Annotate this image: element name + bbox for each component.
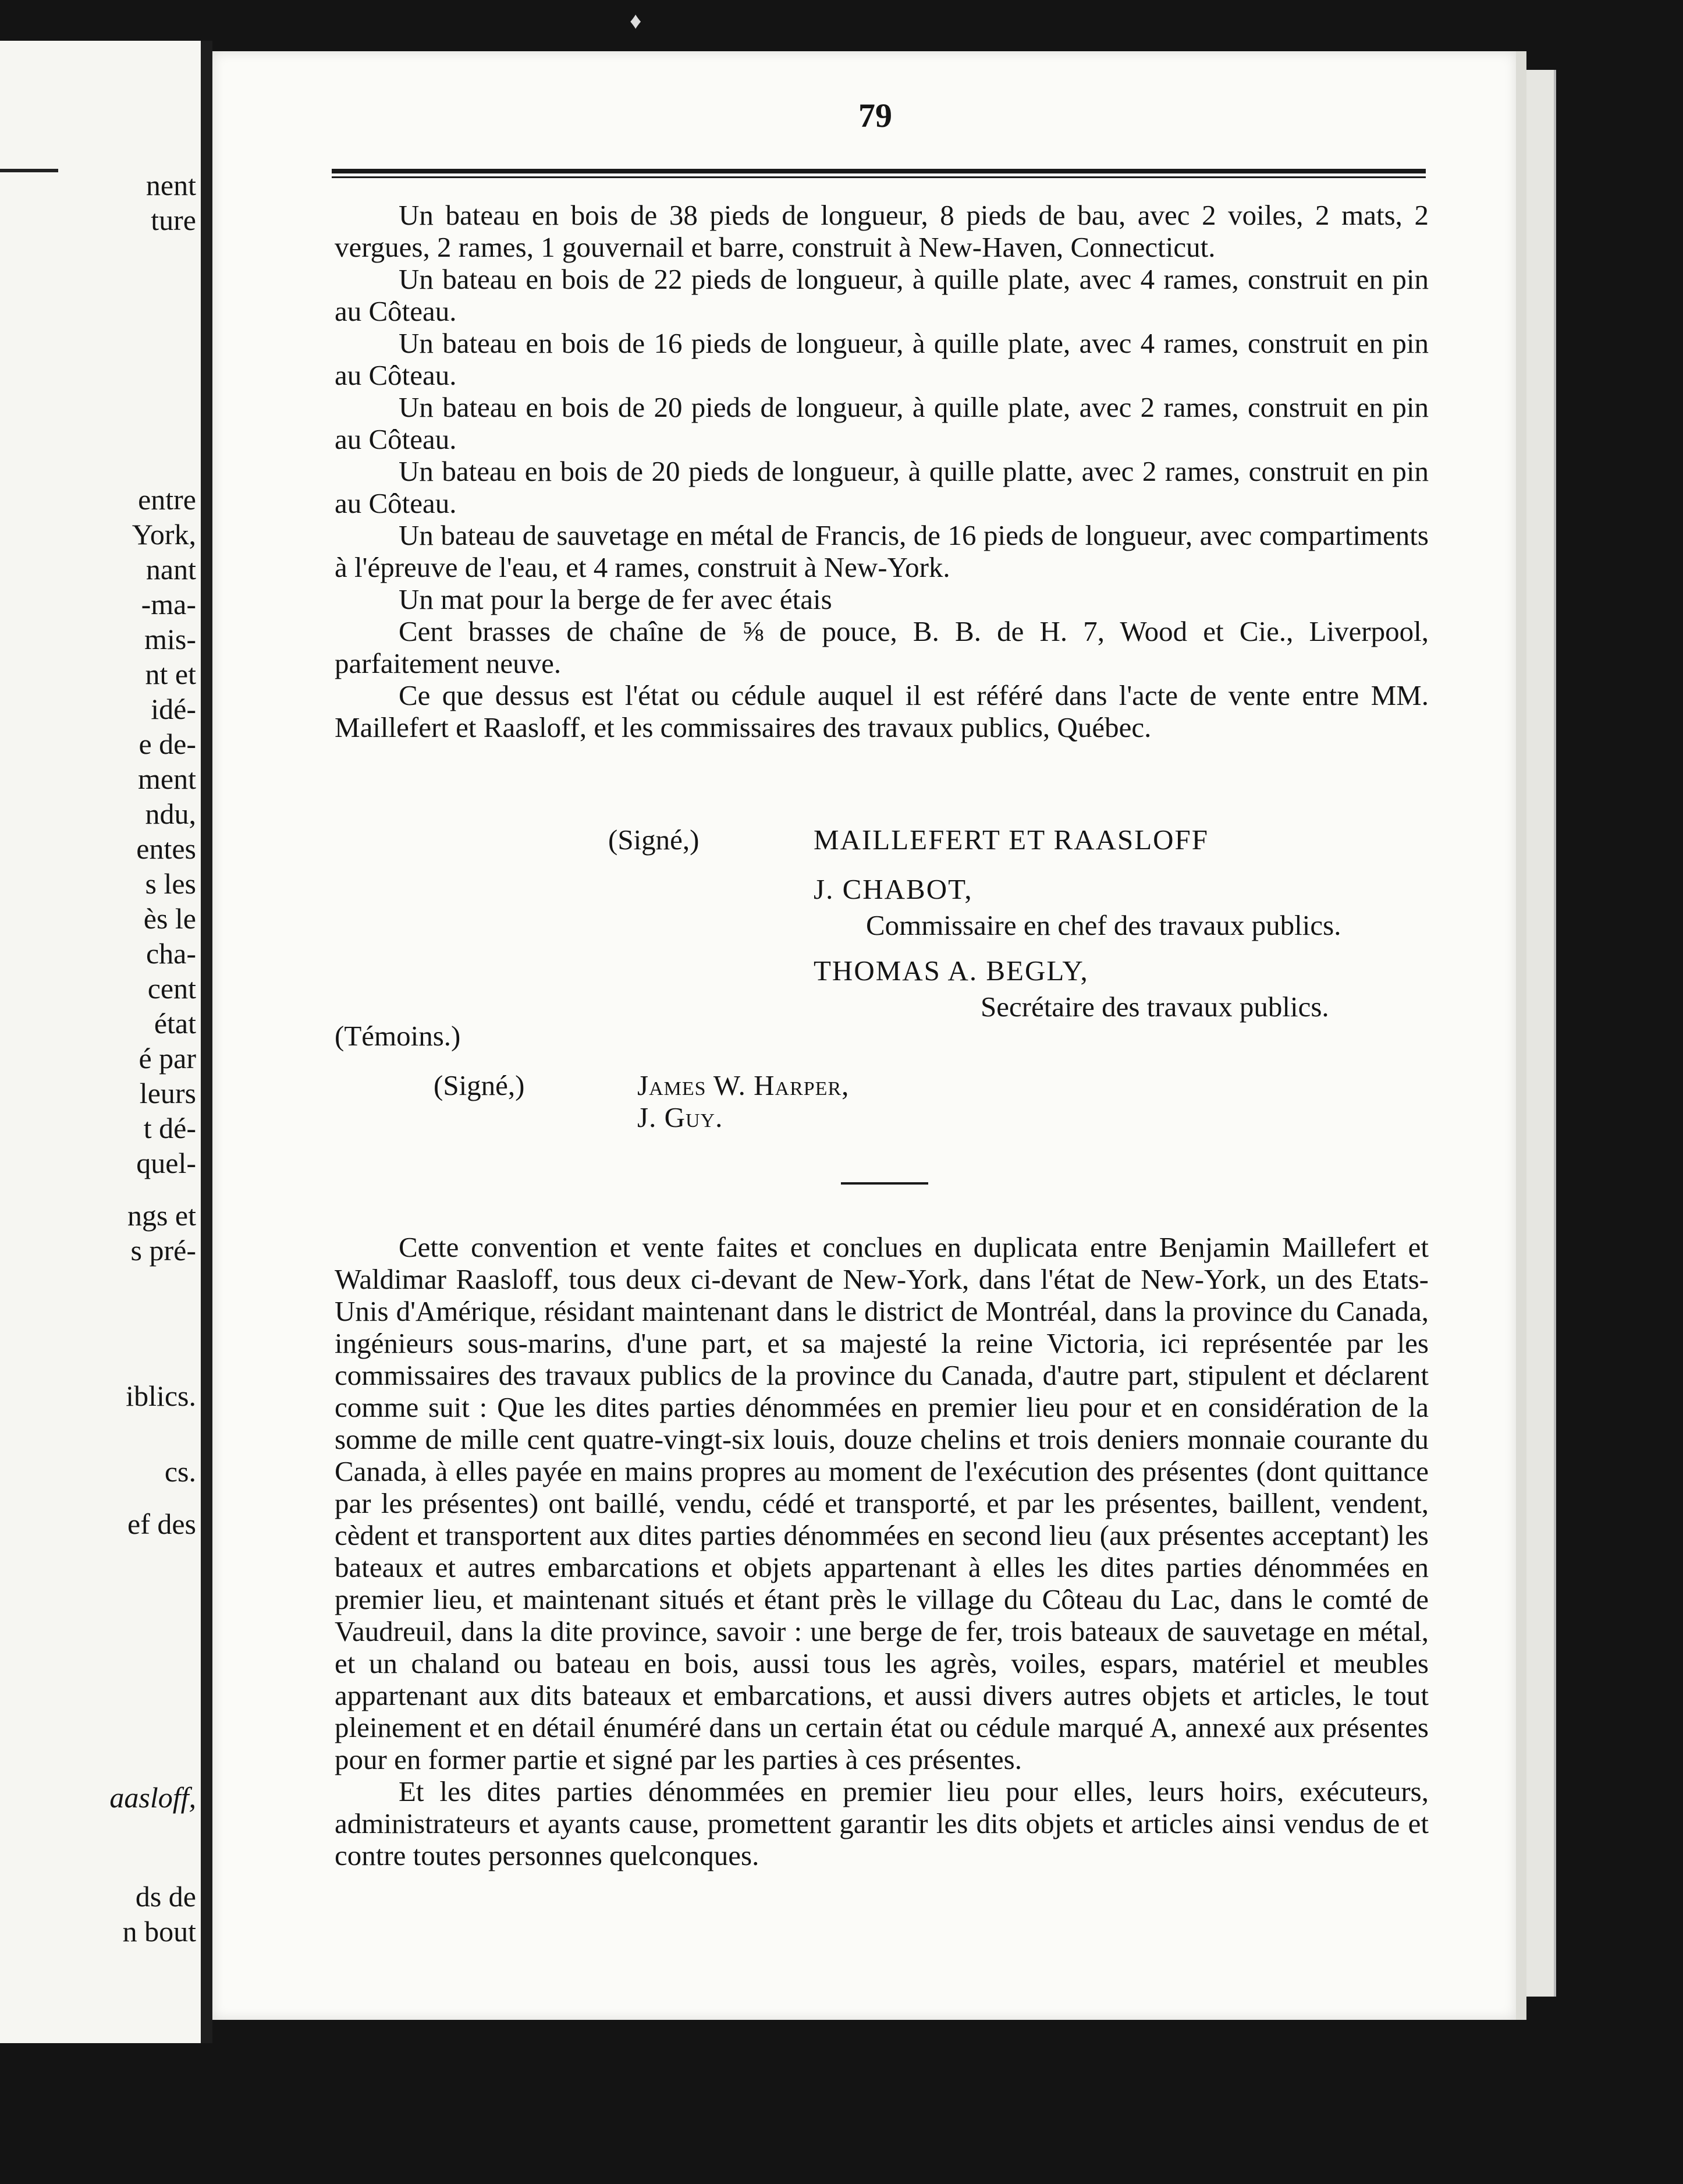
- convention-paragraph: Et les dites parties dénommées en premier lieu pour elles, leurs hoirs, exécuteurs, administrateurs et ayants cause, promettent garantir les dits objets et articles ainsi vendus de et contre toutes personnes quelconques.: [335, 1775, 1429, 1871]
- section-divider: [841, 1182, 928, 1185]
- witnesses-label: (Témoins.): [335, 1020, 461, 1052]
- left-page-line: -ma-: [141, 588, 196, 621]
- convention-paragraph: Cette convention et vente faites et conclues en duplicata entre Benjamin Maillefert et Waldimar Raasloff, tous deux ci-devant de New-York, dans l'état de New-York, un des Etats-Unis d'Amérique, résidant maintenant dans le district de Montréal, dans la province du Canada, ingénieurs sous-marins, d'une part, et sa majesté la reine Victoria, ici représentée par les commissaires des travaux publics de la province du Canada, d'autre part, stipulent et déclarent comme suit : Que les dites parties dénommées en premier lieu pour et en considération de la somme de mille cent quatre-vingt-six louis, douze chelins et trois deniers monnaie courante du Canada, à elles payée en mains propres au moment de l'exécution des présentes (dont quittance par les présentes) ont baillé, vendu, cédé et transporté, et par les présentes, baillent, vendent, cèdent et transportent aux dites parties dénommées en second lieu (aux présentes acceptant) les bateaux et autres embarcations et objets appartenant à elles les dites parties dénommées en premier lieu, et maintenant situés et étant près le village du Côteau du Lac, dans le comté de Vaudreuil, dans la dite province, savoir : une berge de fer, trois bateaux de sauvetage en métal, et un chaland ou bateau en bois, aussi tous les agrès, voiles, espars, matériel et meubles appartenant aux dits bateaux et embarcations, et aussi divers autres objets et articles, le tout pleinement et en détail énuméré dans un certain état ou cédule marqué A, annexé aux présentes pour en former partie et signé par les parties à ces présentes.: [335, 1231, 1429, 1775]
- inventory-item: Un bateau en bois de 16 pieds de longueur, à quille plate, avec 4 rames, construit en pin au Côteau.: [335, 327, 1429, 391]
- begly-title: Secrétaire des travaux publics.: [981, 991, 1329, 1023]
- left-page-line: leurs: [139, 1077, 196, 1109]
- left-page-line: ture: [151, 204, 196, 236]
- left-page-line: s pré-: [130, 1234, 196, 1267]
- left-page-line: aasloff,: [109, 1781, 196, 1814]
- left-page-line: ds de: [135, 1880, 196, 1913]
- left-page-line: cent: [147, 972, 196, 1005]
- left-page-line: nt et: [145, 658, 196, 690]
- begly-signature: THOMAS A. BEGLY,: [814, 955, 1089, 987]
- left-page-line: idé-: [151, 693, 196, 725]
- left-page-line: ment: [138, 763, 196, 795]
- left-page-line: e de-: [139, 728, 196, 760]
- left-page-line: entre: [138, 483, 196, 516]
- left-page-line: ndu,: [145, 797, 196, 830]
- left-page-line: ef des: [127, 1508, 196, 1540]
- left-facing-page: [0, 41, 207, 2043]
- chabot-signature: J. CHABOT,: [814, 873, 973, 905]
- left-page-line: t dé-: [143, 1112, 196, 1144]
- inventory-item: Un bateau en bois de 20 pieds de longueur, à quille platte, avec 2 rames, construit en pin au Côteau.: [335, 455, 1429, 519]
- inventory-list: [335, 199, 1429, 743]
- left-page-line: nent: [145, 169, 196, 201]
- inventory-item: Cent brasses de chaîne de ⅝ de pouce, B. B. de H. 7, Wood et Cie., Liverpool, parfaitement neuve.: [335, 615, 1429, 679]
- left-page-line: cha-: [145, 937, 196, 970]
- left-page-line: York,: [132, 518, 196, 551]
- left-page-line: quel-: [136, 1147, 196, 1179]
- inventory-item: Un bateau de sauvetage en métal de Francis, de 16 pieds de longueur, avec compartiments à l'épreuve de l'eau, et 4 rames, construit à New-York.: [335, 519, 1429, 583]
- left-page-line: ès le: [143, 902, 196, 935]
- header-rule: [332, 169, 1426, 178]
- left-page-line: iblics.: [126, 1380, 196, 1412]
- inventory-item: Un mat pour la berge de fer avec étais: [399, 583, 832, 615]
- inventory-item: Un bateau en bois de 38 pieds de longueur, 8 pieds de bau, avec 2 voiles, 2 mats, 2 vergues, 2 rames, 1 gouvernail et barre, construit à New-Haven, Connecticut.: [335, 199, 1429, 263]
- witnesses-signe-label: (Signé,): [434, 1069, 525, 1101]
- left-page-line: s les: [145, 867, 196, 900]
- convention-text: [335, 1231, 1429, 1871]
- left-page-line: mis-: [144, 623, 196, 655]
- inventory-item: Un bateau en bois de 22 pieds de longueur, à quille plate, avec 4 rames, construit en pin au Côteau.: [335, 263, 1429, 327]
- inventory-item: Un bateau en bois de 20 pieds de longueur, à quille plate, avec 2 rames, construit en pin au Côteau.: [335, 391, 1429, 455]
- left-page-line: état: [154, 1007, 196, 1040]
- left-page-line: entes: [136, 832, 196, 865]
- left-page-line: cs.: [164, 1455, 196, 1488]
- firm-signature: MAILLEFERT ET RAASLOFF: [814, 824, 1209, 856]
- book-gutter: [201, 41, 212, 2043]
- signe-label: (Signé,): [608, 824, 700, 856]
- left-page-line: n bout: [122, 1915, 196, 1948]
- stray-mark: ♦: [630, 8, 642, 34]
- left-page-rule: [0, 169, 58, 172]
- left-page-line: ngs et: [127, 1199, 196, 1232]
- left-page-line: é par: [139, 1042, 196, 1075]
- chabot-title: Commissaire en chef des travaux publics.: [866, 909, 1341, 941]
- left-page-line: nant: [145, 553, 196, 586]
- page-number: 79: [858, 97, 892, 134]
- witness-harper: James W. Harper,: [637, 1069, 850, 1101]
- witness-guy: J. Guy.: [637, 1101, 723, 1133]
- inventory-closing: Ce que dessus est l'état ou cédule auquel il est référé dans l'acte de vente entre MM. Maillefert et Raasloff, et les commissaires des travaux publics, Québec.: [335, 679, 1429, 743]
